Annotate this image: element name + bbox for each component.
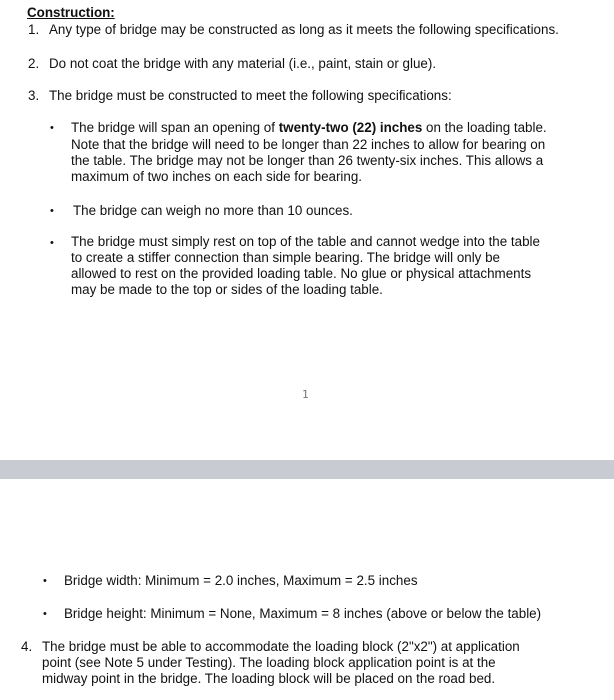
page-separator [0,460,614,479]
item-text-line: midway point in the bridge. The loading block will be placed on the road bed. [42,671,496,686]
item-number: 1. [28,22,40,37]
bullet-text-line: Bridge width: Minimum = 2.0 inches, Maximum = 2.5 inches [64,573,418,588]
item-number: 3. [28,88,40,103]
bullet-text-line: maximum of two inches on each side for bearing. [71,169,363,184]
item-text: Do not coat the bridge with any material (i.e., paint, stain or glue). [49,56,437,71]
bullet-text-line: may be made to the top or sides of the loading table. [71,282,383,297]
item-number: 4. [21,639,33,654]
item-number: 2. [28,56,40,71]
emphasis: twenty-two (22) inches [278,120,423,135]
bullet-text-line: allowed to rest on the provided loading table. No glue or physical attachments [71,266,532,281]
page-number: 1 [302,388,309,401]
bullet-text-line: Note that the bridge will need to be longer than 22 inches to allow for bearing on [71,137,546,152]
bullet-text-line: The bridge will span an opening of twenty-two (22) inches on the loading table. [71,120,547,135]
bullet-text-line: the table. The bridge may not be longer than 26 twenty-six inches. This allows a [71,153,544,168]
item-text: The bridge must be constructed to meet the following specifications: [49,88,452,103]
bullet-text-line: Bridge height: Minimum = None, Maximum = 8 inches (above or below the table) [64,606,542,621]
item-text: Any type of bridge may be constructed as long as it meets the following specifications. [49,22,559,37]
item-text-line: point (see Note 5 under Testing). The loading block application point is at the [42,655,496,670]
bullet-text-line: to create a stiffer connection than simple bearing. The bridge will only be [71,250,500,265]
bullet-icon: • [50,122,54,134]
section-heading: Construction: [27,5,115,20]
item-text-line: The bridge must be able to accommodate the loading block (2"x2") at application [42,639,520,654]
bullet-text-line: The bridge must simply rest on top of the table and cannot wedge into the table [71,234,540,249]
bullet-text-line: The bridge can weigh no more than 10 ounces. [73,203,353,218]
bullet-icon: • [43,608,47,620]
bullet-icon: • [43,575,47,587]
bullet-icon: • [50,237,54,249]
bullet-icon: • [50,205,54,217]
